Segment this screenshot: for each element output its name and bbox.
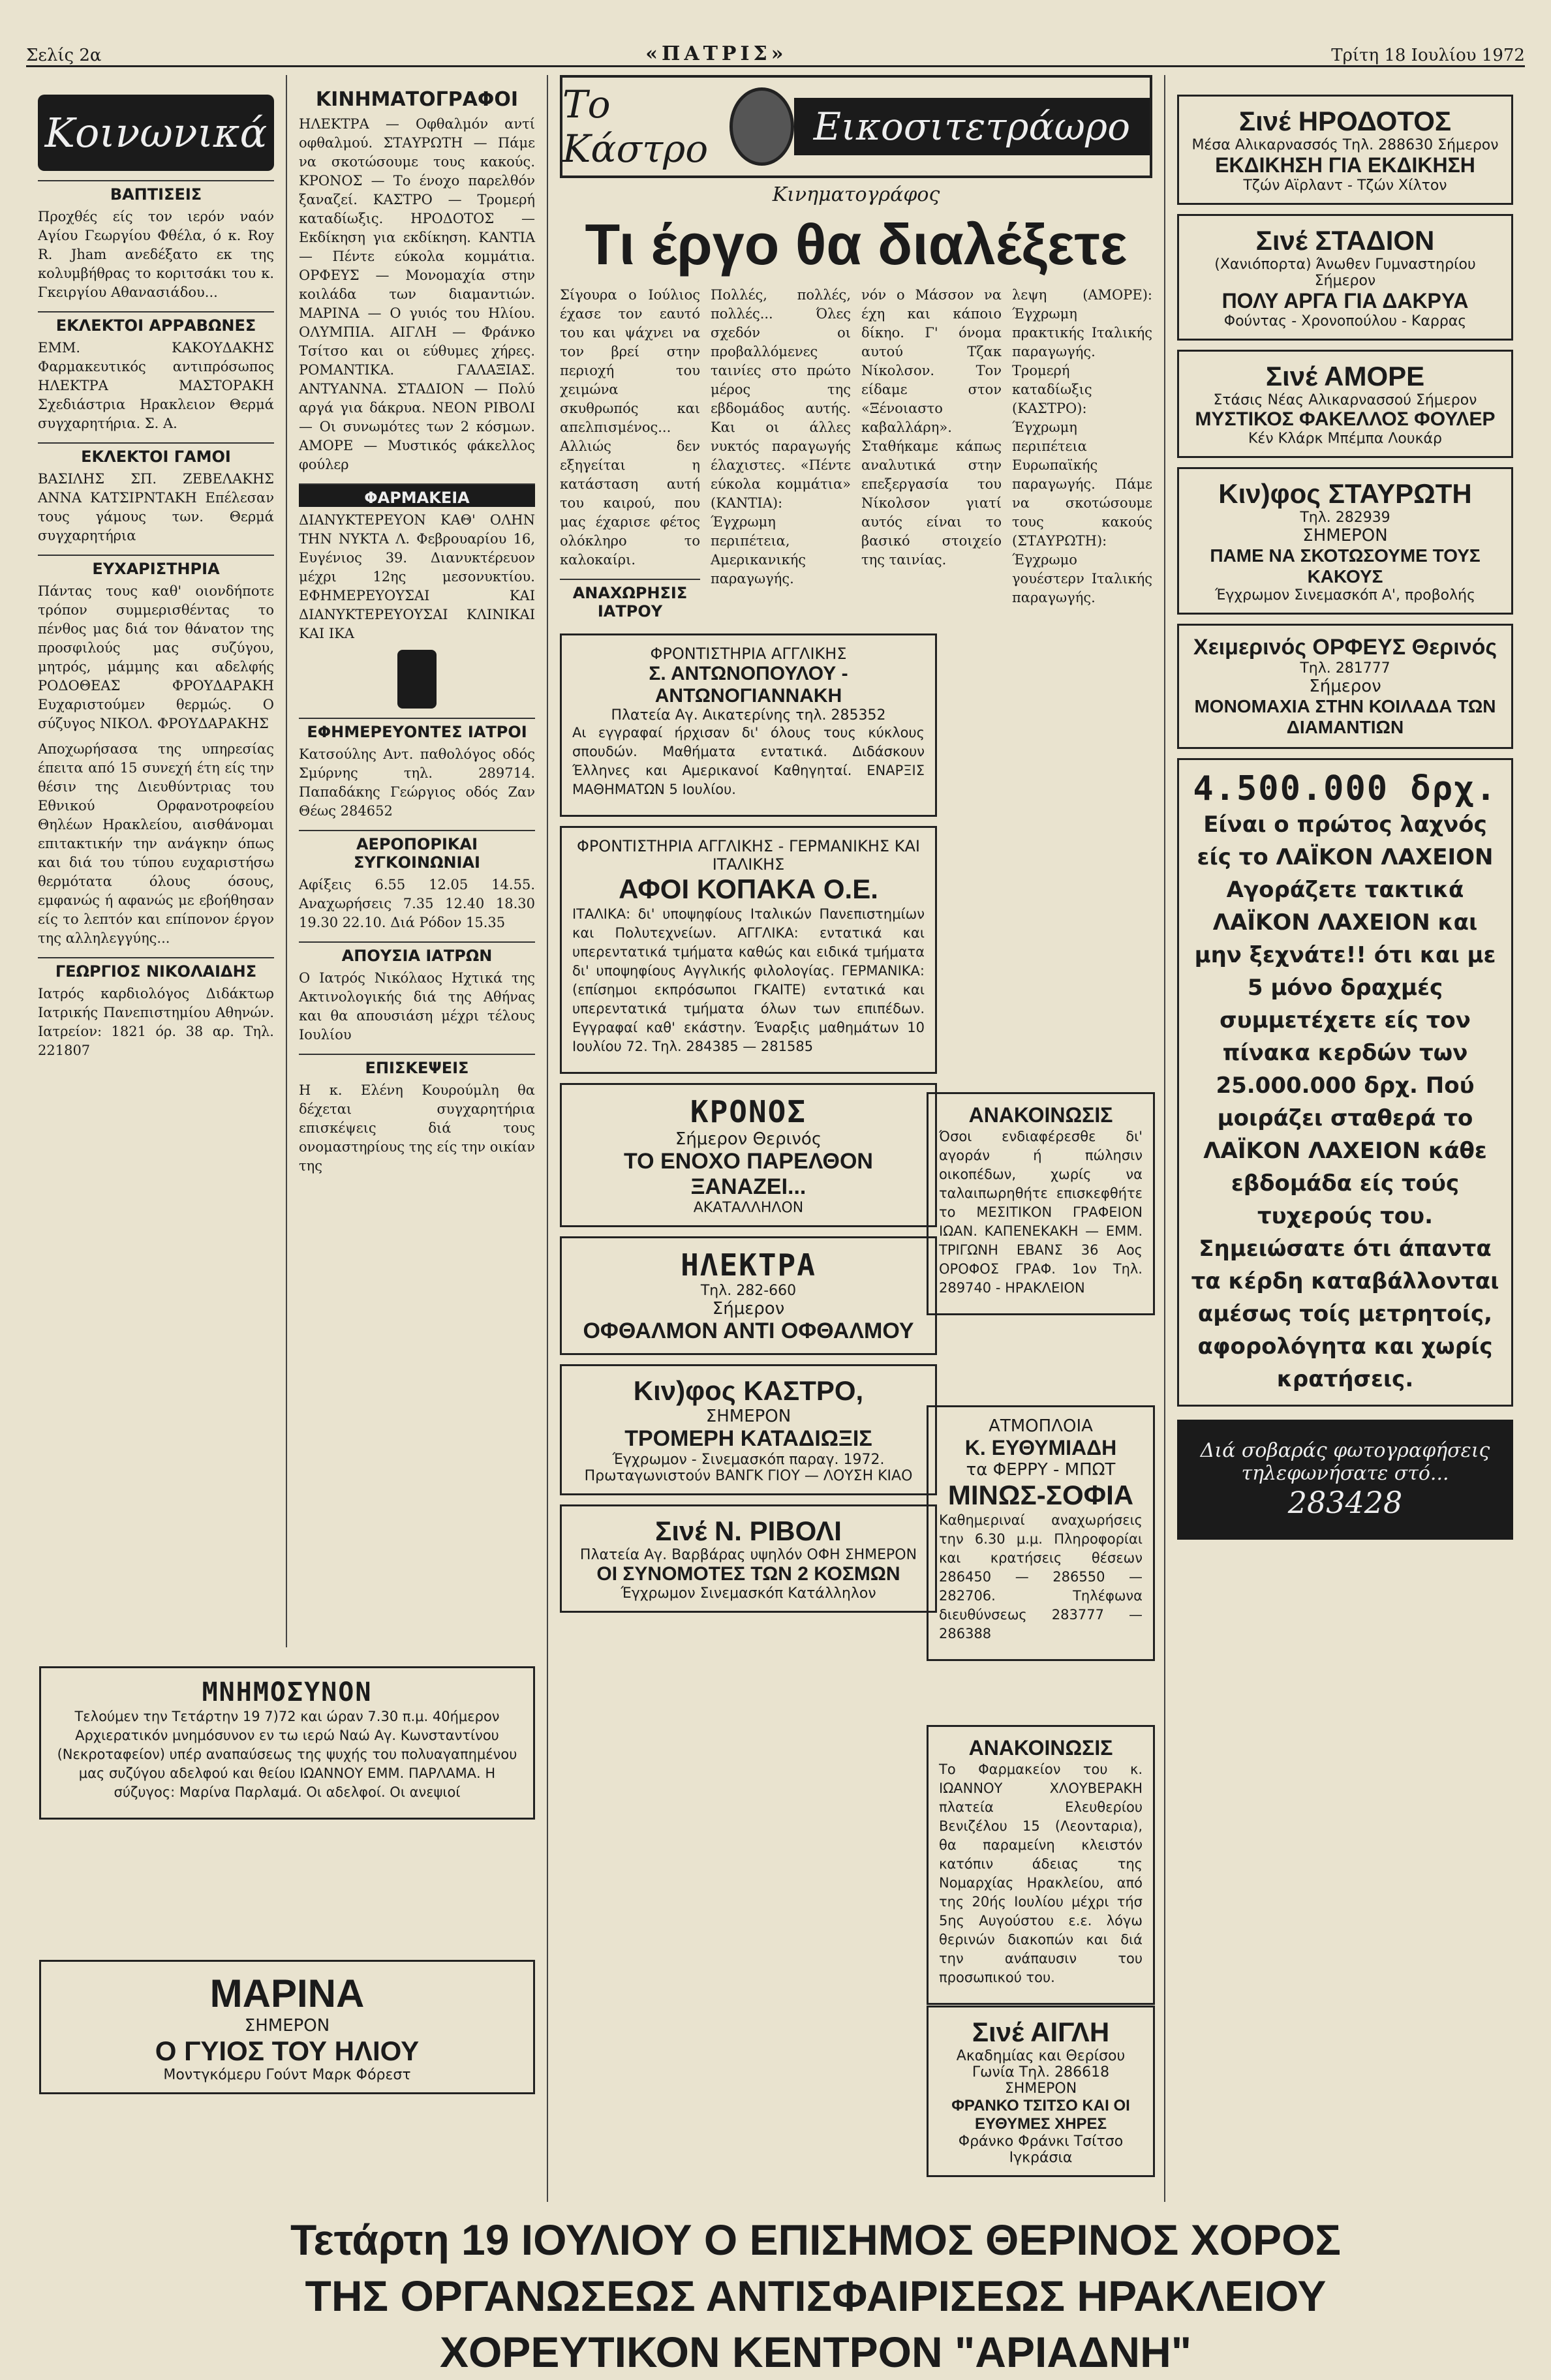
rivoli-cinema-ad <box>560 1504 937 1613</box>
amore-cinema-ad <box>1177 350 1513 458</box>
marina-film: Ο ΓΥΙΟΣ ΤΟΥ ΗΛΙΟΥ <box>155 2036 420 2066</box>
herodotos-cinema-ad <box>1177 95 1513 205</box>
social-masthead: Κοινωνικά <box>38 95 274 171</box>
memorial-notice <box>39 1666 535 1820</box>
pharmacies-text: ΔΙΑΝΥΚΤΕΡΕΥΟΝ ΚΑΘ' ΟΛΗΝ ΤΗΝ ΝΥΚΤΑ Λ. Φεβρουαρίου 16, Ευγένιος 39. Διανυκτέρευον μέχρι 12ης μεσονυκτίου. ΕΦΗΜΕΡΕΥΟΥΣΑΙ ΚΑΙ ΔΙΑΝΥΚΤΕΡΕΥΟΥΣΑΙ ΚΛΙΝΙΚΑΙ ΚΑΙ ΙΚΑ <box>299 512 535 641</box>
cinemas-list: ΗΛΕΚΤΡΑ — Οφθαλμόν αντί οφθαλμού. ΣΤΑΥΡΩΤΗ — Πάμε να σκοτώσουμε τους κακούς. ΚΡΟΝΟΣ — Το ένοχο παρελθόν ξαναζεί. ΚΑΣΤΡΟ — Τρομερή καταδίωξις. ΗΡΟΔΟΤΟΣ — Εκδίκηση για εκδίκηση. ΚΑΝΤΙΑ — Πέντε εύκολα κομμάτια. ΟΡΦΕΥΣ — Μονομαχία στην κοιλάδα των διαμαντιών. ΜΑΡΙΝΑ — Ο γυιός του Ηλίου. ΟΛΥΜΠΙΑ. ΑΙΓΛΗ — Φράνκο Τσίτσο και οι εύθυμες χήρες. ΡΟΜΑΝΤΙΚΑ. ΓΑΛΑΞΙΑΣ. ΑΝΤΥΑΝΝΑ. ΣΤΑΔΙΟΝ — Πολύ αργά για δάκρυα. ΝΕΟΝ ΡΙΒΟΛΙ — Οι συνωμότες των 2 κόσμων. ΑΜΟΡΕ — Μυστικός φάκελλος φούλερ <box>299 116 535 472</box>
column-social <box>26 75 287 1647</box>
school1-text: Αι εγγραφαί ήρχισαν δι' όλους τους κύκλους σπουδών. Μαθήματα εντατικά. Διδάσκουν Έλληνες και Αμερικανοί Καθηγηταί. ΕΝΑΡΞΙΣ ΜΑΘΗΜΑΤΩΝ 5 Ιουλίου. <box>572 725 925 797</box>
kastro-cinema-ad <box>560 1364 937 1495</box>
orfeus-title: Χειμερινός ΟΡΦΕΥΣ Θερινός <box>1193 635 1497 660</box>
ilektra-today: Σήμερον <box>712 1299 785 1319</box>
aigli-title: Σινέ ΑΙΓΛΗ <box>972 2017 1110 2047</box>
photo-studio-text: Διά σοβαράς φωτογραφήσεις τηλεφωνήσατε στό... <box>1200 1439 1490 1485</box>
thanks-heading: ΕΥΧΑΡΙΣΤΗΡΙΑ <box>38 555 274 578</box>
ferry-ship-name: ΜΙΝΩΣ-ΣΟΦΙΑ <box>947 1480 1134 1510</box>
lottery-ad <box>1177 758 1513 1407</box>
rivoli-address: Πλατεία Αγ. Βαρβάρας υψηλόν ΟΦΗ ΣΗΜΕΡΟΝ <box>579 1547 917 1563</box>
herodotos-cast: Τζών Αϊρλαντ - Τζών Χίλτον <box>1243 177 1447 194</box>
announce1-title: ΑΝΑΚΟΙΝΩΣΙΣ <box>968 1103 1113 1127</box>
aigli-film: ΦΡΑΝΚΟ ΤΣΙΤΣΟ ΚΑΙ ΟΙ ΕΥΘΥΜΕΣ ΧΗΡΕΣ <box>951 2097 1130 2133</box>
castle-24h-banner <box>560 75 1152 178</box>
stadion-title: Σινέ ΣΤΑΔΙΟΝ <box>1255 225 1435 256</box>
school1-name: Σ. ΑΝΤΩΝΟΠΟΥΛΟΥ - ΑΝΤΩΝΟΓΙΑΝΝΑΚΗ <box>649 663 848 707</box>
stavroti-tel: Τηλ. 282939 <box>1300 510 1390 526</box>
visits-text: Η κ. Ελένη Κουρούμλη θα δέχεται συγχαρητήρια επισκέψεις διά τους ονομαστηρίους της είς την οικίαν της <box>299 1082 535 1174</box>
column-cinemas-lottery <box>1165 75 1525 2202</box>
baptism-heading: ΒΑΠΤΙΣΕΙΣ <box>38 180 274 204</box>
event-line-2: ΤΗΣ ΟΡΓΑΝΩΣΕΩΣ ΑΝΤΙΣΦΑΙΡΙΣΕΩΣ ΗΡΑΚΛΕΙΟΥ <box>305 2272 1327 2320</box>
baptism-text: Προχθές είς τον ιερόν ναόν Αγίου Γεωργίου Φθέλα, ό κ. Roy R. Jham ανεδέξατο εκ της κολυμβήθρας το κοριτσάκι του κ. Γκειργίου Αθανασιάδου... <box>38 209 274 300</box>
event-line-1: Τετάρτη 19 ΙΟΥΛΙΟΥ Ο ΕΠΙΣΗΜΟΣ ΘΕΡΙΝΟΣ ΧΟΡΟΣ <box>290 2216 1342 2264</box>
herodotos-address: Μέσα Αλικαρνασσός Τηλ. 288630 Σήμερον <box>1191 137 1499 153</box>
stadion-film: ΠΟΛΥ ΑΡΓΑ ΓΙΑ ΔΑΚΡΥΑ <box>1221 289 1469 313</box>
article-title: Τι έργο θα διαλέξετε <box>585 212 1128 277</box>
page-number: Σελίς 2α <box>26 46 102 65</box>
kronos-cinema-ad <box>560 1083 937 1227</box>
lottery-amount: 4.500.000 δρχ. <box>1193 769 1497 808</box>
cinema-marina-ad <box>39 1960 535 2094</box>
school2-name: ΑΦΟΙ ΚΟΠΑΚΑ Ο.Ε. <box>619 874 878 904</box>
ferry-company: Κ. ΕΥΘΥΜΙΑΔΗ <box>964 1436 1117 1459</box>
banner-right-title: Εικοσιτετράωρο <box>794 98 1150 155</box>
ferry-heading: ΑΤΜΟΠΛΟΙΑ <box>989 1416 1093 1436</box>
ilektra-title: ΗΛΕΚΤΡΑ <box>681 1247 816 1283</box>
announce2-text: Το Φαρμακείον του κ. ΙΩΑΝΝΟΥ ΧΛΟΥΒΕΡΑΚΗ πλατεία Ελευθερίου Βενιζέλου 15 (Λεονταρια), θα παραμείνη κλειστόν κατόπιν άδειας της Νομαρχίας Ηρακλείου, από της 20ής Ιουλίου μέχρι τήσ 5ης Αυγούστου ε.ε. λόγω θερινών διακοπών και διά την ανάπαυσιν του προσωπικού του. <box>939 1762 1143 1985</box>
retirement-letter: Αποχωρήσασα της υπηρεσίας έπειτα από 15 συνεχή έτη είς την θέσιν της Διευθύντριας του Εθνικού Ορφανοτροφείου Θηλέων Ηρακλείου, αισθάνομαι επιτακτικήν την ανάγκην όπως και διά του τύπου ευχαριστήσω θερμότατα όλους όσους, εμφανώς ή αφανώς με εβοήθησαν είς το λεπτόν και επίπονον έργον της αλληλεγγύης... <box>38 741 274 946</box>
article-subheading: ΑΝΑΧΩΡΗΣΙΣ ΙΑΤΡΟΥ <box>560 579 700 620</box>
aigli-cast: Φράνκο Φράνκι Τσίτσο Ιγκράσια <box>958 2133 1124 2166</box>
engagement-heading: ΕΚΛΕΚΤΟΙ ΑΡΡΑΒΩΝΕΣ <box>38 311 274 335</box>
stavroti-film: ΠΑΜΕ ΝΑ ΣΚΟΤΩΣΟΥΜΕ ΤΟΥΣ ΚΑΚΟΥΣ <box>1210 545 1481 587</box>
ilektra-film: ΟΦΘΑΛΜΟΝ ΑΝΤΙ ΟΦΘΑΛΜΟΥ <box>583 1319 914 1343</box>
event-line-3: ΧΟΡΕΥΤΙΚΟΝ ΚΕΝΤΡΟΝ "ΑΡΙΑΔΝΗ" <box>439 2328 1192 2376</box>
school2-text: ΙΤΑΛΙΚΑ: δι' υποψηφίους Ιταλικών Πανεπιστημίων και Πολυτεχνείων. ΑΓΓΛΙΚΑ: εντατικά και υπερεντατικά τμήματα καθώς και ειδικά τμήματα δι' υποψηφίους Αγγλικής φιλολογίας. ΓΕΡΜΑΝΙΚΑ: (επίσημοι εκπρόσωποι ΓΚΑΙΤΕ) εντατικά και υπερεντατικά τμήματα όλων των επιπέδων. Εγγραφαί καθ' εκάστην. Έναρξις μαθημάτων 10 Ιουλίου 72. Τηλ. 284385 — 281585 <box>572 906 925 1054</box>
ferry-text: Καθημεριναί αναχωρήσεις την 6.30 μ.μ. Πληροφορίαι και κρατήσεις θέσεων 286450 — 286550 — 282706. Τηλέφωνα διευθύνσεως 283777 — 286388 <box>939 1512 1143 1641</box>
memorial-title: ΜΝΗΜΟΣΥΝΟΝ <box>202 1677 373 1707</box>
doctors-on-duty-text: Κατσούλης Αντ. παθολόγος οδός Σμύρνης τηλ. 289714. Παπαδάκης Γεώργιος οδός Ζαν Θέως 284652 <box>299 746 535 819</box>
kastro-film: ΤΡΟΜΕΡΗ ΚΑΤΑΔΙΩΞΙΣ <box>624 1426 872 1451</box>
doctor-ad-heading: ΓΕΩΡΓΙΟΣ ΝΙΚΟΛΑΙΔΗΣ <box>38 957 274 981</box>
article-col-2: Πολλές, πολλές, πολλές... Όλες σχεδόν οι προβαλλόμενες ταινίες στο πρώτο μέρος της εβδομάδος αυτής. Και οι άλλες νυκτός παραγωγής έλαχιστες. «Πέντε εύκολα κομμάτια» (ΚΑΝΤΙΑ): Έγχρωμη περιπέτεια, Αμερικανικής παραγωγής. <box>711 287 851 587</box>
article-col-1: Σίγουρα ο Ιούλιος έχασε τον εαυτό του και ψάχνει να τον βρεί στην περιοχή του χειμώνα σκυθρωπός και απελπισμένος... Αλλιώς δεν εξηγείται η κατάσταση αυτή του καιρού, που μας έχαρισε φέτος ολόκληρο το καλοκαίρι. <box>560 287 700 568</box>
rivoli-title: Σινέ Ν. ΡΙΒΟΛΙ <box>655 1516 842 1546</box>
stadion-address: (Χανιόπορτα) Άνωθεν Γυμναστηρίου Σήμερον <box>1214 256 1476 289</box>
kastro-title: Κιν)φος ΚΑΣΤΡΟ, <box>633 1375 864 1406</box>
stavroti-title: Κιν)φος ΣΤΑΥΡΩΤΗ <box>1218 478 1472 509</box>
stavroti-cinema-ad <box>1177 467 1513 615</box>
visits-heading: ΕΠΙΣΚΕΨΕΙΣ <box>299 1054 535 1077</box>
stadion-cast: Φούντας - Χρονοπούλου - Καρρας <box>1223 313 1467 329</box>
amore-cast: Κέν Κλάρκ Μπέμπα Λουκάρ <box>1248 431 1442 447</box>
flights-text: Αφίξεις 6.55 12.05 14.55. Αναχωρήσεις 7.35 12.40 18.30 19.30 22.10. Διά Ρόδον 15.35 <box>299 877 535 930</box>
language-school-ad <box>560 826 937 1074</box>
ilektra-tel: Τηλ. 282-660 <box>700 1283 797 1299</box>
cinema-section-label: Κινηματογράφος <box>772 183 940 206</box>
rivoli-film: ΟΙ ΣΥΝΟΜΟΤΕΣ ΤΩΝ 2 ΚΟΣΜΩΝ <box>596 1563 900 1585</box>
issue-date: Τρίτη 18 Ιουλίου 1972 <box>1331 46 1525 65</box>
ferry-ad <box>927 1405 1155 1661</box>
newspaper-name: «ΠΑΤΡΙΣ» <box>645 42 788 65</box>
ferry-subtitle: τα ΦΕΡΡΥ - ΜΠΩΤ <box>966 1460 1116 1480</box>
stavroti-cast: Έγχρωμον Σινεμασκόπ Α', προβολής <box>1214 587 1476 603</box>
kronos-film: ΤΟ ΕΝΟΧΟ ΠΑΡΕΛΘΟΝ ΞΑΝΑΖΕΙ... <box>624 1149 873 1199</box>
kronos-title: ΚΡΟΝΟΣ <box>690 1094 807 1129</box>
page-header <box>26 26 1525 67</box>
announce1-text: Όσοι ενδιαφέρεσθε δι' αγοράν ή πώλησιν οικοπέδων, χωρίς να ταλαιπωρηθήτε επισκεφθήτε το ΜΕΣΙΤΙΚΟΝ ΓΡΑΦΕΙΟΝ ΙΩΑΝ. ΚΑΠΕΝΕΚΑΚΗ — ΕΜΜ. ΤΡΙΓΩΝΗ ΕΒΑΝΣ 36 Αος ΟΡΟΦΟΣ ΓΡΑΦ. 1ον Τηλ. 289740 - ΗΡΑΚΛΕΙΟΝ <box>939 1129 1143 1296</box>
doctors-on-duty-heading: ΕΦΗΜΕΡΕΥΟΝΤΕΣ ΙΑΤΡΟΙ <box>299 718 535 741</box>
school2-heading: ΦΡΟΝΤΙΣΤΗΡΙΑ ΑΓΓΛΙΚΗΣ - ΓΕΡΜΑΝΙΚΗΣ ΚΑΙ ΙΤΑΛΙΚΗΣ <box>577 837 920 874</box>
column-listings <box>287 75 548 2202</box>
cinemas-heading: ΚΙΝΗΜΑΤΟΓΡΑΦΟΙ <box>315 88 519 111</box>
kastro-cast: Έγχρωμον - Σινεμασκόπ παραγ. 1972. Πρωταγωνιστούν ΒΑΝΓΚ ΓΙΟΥ — ΛΟΥΣΗ ΚΙΑΟ <box>584 1452 913 1484</box>
english-school-ad <box>560 633 937 817</box>
stavroti-today: ΣΗΜΕΡΟΝ <box>1302 526 1388 545</box>
caduceus-icon <box>397 650 437 709</box>
engagement-text: ΕΜΜ. ΚΑΚΟΥΔΑΚΗΣ Φαρμακευτικός αντιπρόσωπος ΗΛΕΚΤΡΑ ΜΑΣΤΟΡΑΚΗ Σχεδιάστρια Ηρακλειον Θερμά συγχαρητήρια. Σ. Α. <box>38 340 274 431</box>
absent-doctors-heading: ΑΠΟΥΣΙΑ ΙΑΤΡΩΝ <box>299 941 535 965</box>
photo-studio-tel: 283428 <box>1287 1485 1403 1520</box>
photo-studio-ad <box>1177 1420 1513 1540</box>
orfeus-cinema-ad <box>1177 624 1513 749</box>
herodotos-film: ΕΚΔΙΚΗΣΗ ΓΙΑ ΕΚΔΙΚΗΣΗ <box>1215 153 1475 177</box>
land-office-announcement <box>927 1092 1155 1315</box>
orfeus-today: Σήμερον <box>1309 677 1381 696</box>
wedding-heading: ΕΚΛΕΚΤΟΙ ΓΑΜΟΙ <box>38 442 274 466</box>
school1-heading: ΦΡΟΝΤΙΣΤΗΡΙΑ ΑΓΓΛΙΚΗΣ <box>650 645 847 663</box>
emblem-icon <box>729 87 794 166</box>
amore-title: Σινέ ΑΜΟΡΕ <box>1265 361 1425 391</box>
kronos-note: ΑΚΑΤΑΛΛΗΛΟΝ <box>693 1200 804 1216</box>
marina-today: ΣΗΜΕΡΟΝ <box>244 2016 330 2036</box>
article-col-3: νόν ο Μάσσον να έχη και κάποιο δίκηο. Γ' όνομα αυτού Τζακ Νίκολσον. Τον είδαμε στον «Ξένοιαστο καβαλλάρη». Σταθήκαμε κάπως αναλυτικά στην επεξεργασία του Νίκολσον γιατί αυτός είναι το βασικό στοιχείο της ταινίας. <box>861 287 1002 568</box>
memorial-text: Τελούμεν την Τετάρτην 19 7)72 και ώραν 7.30 π.μ. 40ήμερον Αρχιερατικόν μνημόσυνον εν τω ιερώ Ναώ Αγ. Κωνσταντίνου (Νεκροταφείον) υπέρ αναπαύσεως της ψυχής του πολυαγαπημένου μας συζύγου αδελφού και θείου ΙΩΑΝΝΟΥ ΕΜΜ. ΠΑΡΛΑΜΑ. Η σύζυγος: Μαρίνα Παρλαμά. Οι αδελφοί. Οι ανεψιοί <box>57 1709 517 1800</box>
article-col-4: λεψη (ΑΜΟΡΕ): Έγχρωμη πρακτικής Ιταλικής παραγωγής. Τρομερή καταδίωξις (ΚΑΣΤΡΟ): Έγχρωμη περιπέτεια Ευρωπαϊκής παραγωγής. Πάμε να σκοτώσουμε τους κακούς (ΣΤΑΥΡΩΤΗ): Έγχρωμο γουέστερν Ιταλικής παραγωγής. <box>1012 287 1152 605</box>
aigli-address: Ακαδημίας και Θερίσου Γωνία Τηλ. 286618 ΣΗΜΕΡΟΝ <box>956 2048 1126 2097</box>
thanks-text: Πάντας τους καθ' οιονδήποτε τρόπον συμμερισθέντας το πένθος μας διά τον θάνατον της προσφιλούς μας συζύγου, μητρός, μάμμης και αδελφής ΡΟΔΟΘΕΑΣ ΦΡΟΥΔΑΡΑΚΗ Ευχαριστούμεν θερμώς. Ο σύζυγος ΝΙΚΟΛ. ΦΡΟΥΔΑΡΑΚΗΣ <box>38 583 274 731</box>
rivoli-note: Έγχρωμον Σινεμασκόπ Κατάλληλον <box>621 1585 876 1602</box>
school1-address: Πλατεία Αγ. Αικατερίνης τηλ. 285352 <box>611 707 886 724</box>
amore-address: Στάσις Νέας Αλικαρνασσού Σήμερον <box>1213 392 1477 408</box>
orfeus-tel: Τηλ. 281777 <box>1300 660 1390 677</box>
aigli-cinema-ad <box>927 2006 1155 2177</box>
banner-left-title: Το Κάστρο <box>562 82 709 171</box>
ilektra-cinema-ad <box>560 1236 937 1355</box>
herodotos-title: Σινέ ΗΡΟΔΟΤΟΣ <box>1238 106 1452 136</box>
kronos-today: Σήμερον Θερινός <box>675 1129 822 1149</box>
doctor-ad-text: Ιατρός καρδιολόγος Διδάκτωρ Ιατρικής Πανεπιστημίου Αθηνών. Ιατρείον: 1821 όρ. 38 αρ. Τηλ. 221807 <box>38 986 274 1058</box>
amore-film: ΜΥΣΤΙΚΟΣ ΦΑΚΕΛΛΟΣ ΦΟΥΛΕΡ <box>1195 408 1496 430</box>
kastro-today: ΣΗΜΕΡΟΝ <box>705 1407 791 1426</box>
announce2-title: ΑΝΑΚΟΙΝΩΣΙΣ <box>968 1736 1113 1760</box>
marina-cast: Μοντγκόμερυ Γούντ Μαρκ Φόρεστ <box>163 2067 411 2083</box>
absent-doctors-text: Ο Ιατρός Νικόλαος Ηχτικά της Ακτινολογικής διά της Αθήνας και θα απουσιάση μέχρι τέλους Ιουλίου <box>299 970 535 1043</box>
stadion-cinema-ad <box>1177 214 1513 341</box>
pharmacy-announcement <box>927 1725 1155 2005</box>
lottery-text: Είναι ο πρώτος λαχνός είς το ΛΑΪΚΟΝ ΛΑΧΕΙΟΝ Αγοράζετε τακτικά ΛΑΪΚΟΝ ΛΑΧΕΙΟΝ και μην ξεχνάτε!! ότι και με 5 μόνο δραχμές συμμετέχετε είς τον πίνακα κερδών των 25.000.000 δρχ. Πού μοιράζει σταθερά το ΛΑΪΚΟΝ ΛΑΧΕΙΟΝ κάθε εβδομάδα είς τούς τυχερούς του. Σημειώσατε ότι άπαντα τα κέρδη καταβάλλονται αμέσως τοίς μετρητοίς, αφορολόγητα και χωρίς κρατήσεις. <box>1191 812 1499 1392</box>
flights-heading: ΑΕΡΟΠΟΡΙΚΑΙ ΣΥΓΚΟΙΝΩΝΙΑΙ <box>299 830 535 872</box>
wedding-text: ΒΑΣΙΛΗΣ ΣΠ. ΖΕΒΕΛΑΚΗΣ ΑΝΝΑ ΚΑΤΣΙΡΝΤΑΚΗ Επέλεσαν τους γάμους των. Θερμά συγχαρητήρια <box>38 471 274 543</box>
dance-event-ad <box>196 2212 1436 2380</box>
pharmacies-heading: ΦΑΡΜΑΚΕΙΑ <box>299 483 535 507</box>
orfeus-film: ΜΟΝΟΜΑΧΙΑ ΣΤΗΝ ΚΟΙΛΑΔΑ ΤΩΝ ΔΙΑΜΑΝΤΙΩΝ <box>1194 696 1496 737</box>
marina-title: ΜΑΡΙΝΑ <box>209 1972 365 2015</box>
